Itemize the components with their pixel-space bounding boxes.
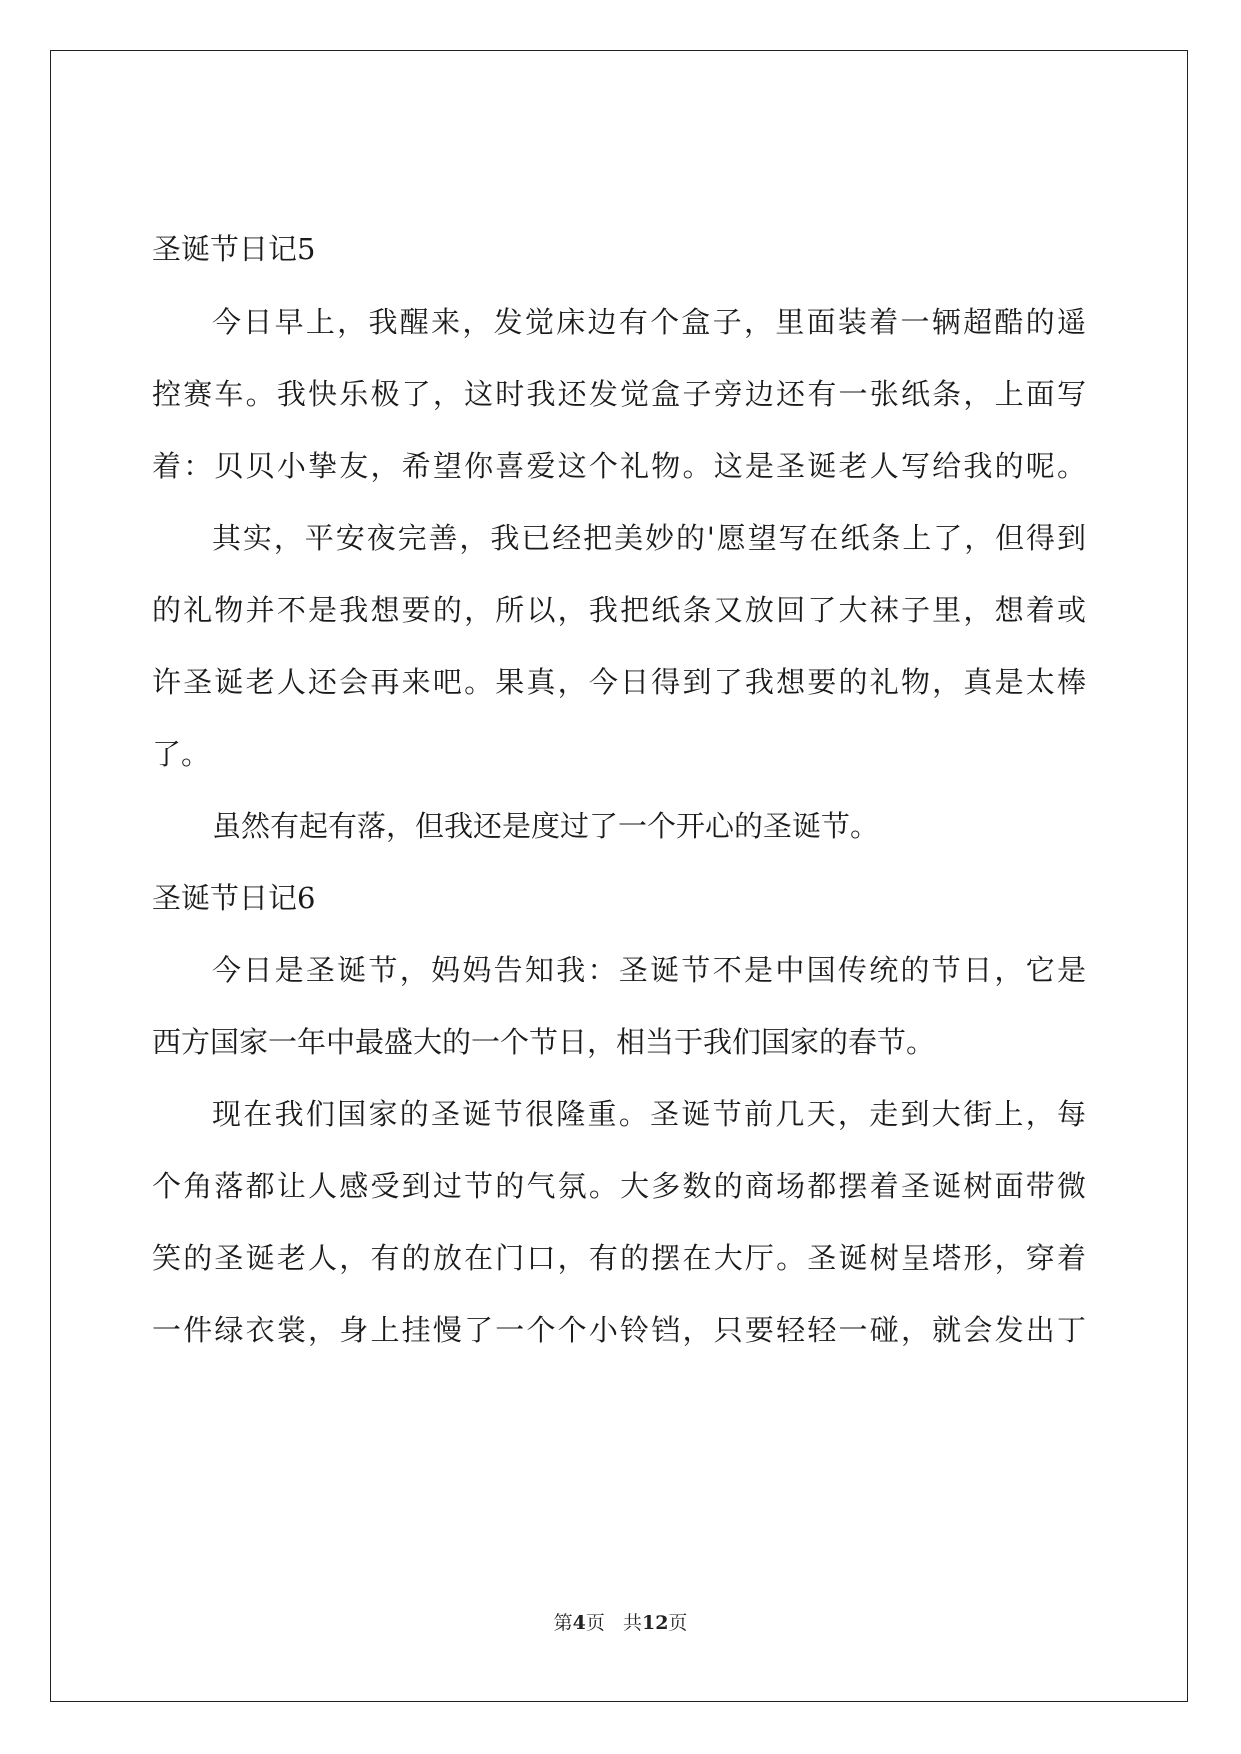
footer-total-suffix: 页	[668, 1612, 688, 1634]
footer-total-prefix: 共	[622, 1612, 642, 1634]
footer-prefix: 第	[553, 1612, 573, 1634]
paragraph-line: 其实，平安夜完善，我已经把美妙的'愿望写在纸条上了，但得到	[212, 521, 1086, 555]
paragraph-line: 控赛车。我快乐极了，这时我还发觉盒子旁边还有一张纸条，上面写	[152, 377, 1086, 411]
paragraph-line: 个角落都让人感受到过节的气氛。大多数的商场都摆着圣诞树面带微	[152, 1169, 1086, 1203]
paragraph-line: 西方国家一年中最盛大的一个节日，相当于我们国家的春节。	[152, 1025, 936, 1059]
paragraph-line: 一件绿衣裳，身上挂慢了一个个小铃铛，只要轻轻一碰，就会发出丁	[152, 1313, 1086, 1347]
paragraph-line: 的礼物并不是我想要的，所以，我把纸条又放回了大袜子里，想着或	[152, 593, 1086, 627]
total-pages: 12	[641, 1612, 669, 1634]
section-heading: 圣诞节日记6	[152, 881, 316, 915]
paragraph-line: 了。	[152, 737, 211, 771]
paragraph-line: 现在我们国家的圣诞节很隆重。圣诞节前几天，走到大街上，每	[212, 1097, 1086, 1131]
paragraph-line: 着：贝贝小挚友，希望你喜爱这个礼物。这是圣诞老人写给我的呢。	[152, 449, 1086, 483]
page-footer	[0, 1608, 1241, 1635]
footer-page-suffix: 页	[585, 1612, 605, 1634]
paragraph-line: 今日早上，我醒来，发觉床边有个盒子，里面装着一辆超酷的遥	[212, 305, 1086, 339]
paragraph-line: 虽然有起有落，但我还是度过了一个开心的圣诞节。	[212, 809, 880, 843]
page-number: 4	[572, 1612, 586, 1634]
paragraph-line: 许圣诞老人还会再来吧。果真，今日得到了我想要的礼物，真是太棒	[152, 665, 1086, 699]
paragraph-line: 笑的圣诞老人，有的放在门口，有的摆在大厅。圣诞树呈塔形，穿着	[152, 1241, 1086, 1275]
section-heading: 圣诞节日记5	[152, 232, 316, 266]
paragraph-line: 今日是圣诞节，妈妈告知我：圣诞节不是中国传统的节日，它是	[212, 953, 1086, 987]
page-border	[50, 50, 1188, 1702]
